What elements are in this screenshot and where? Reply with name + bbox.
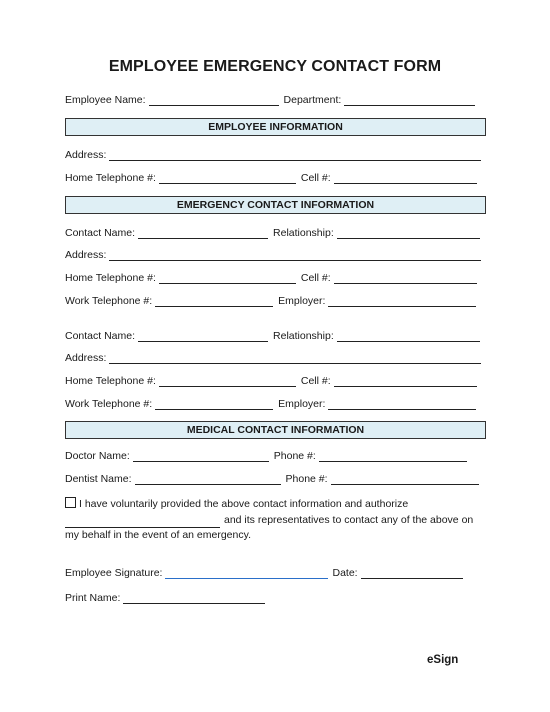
print-name-row bbox=[65, 590, 486, 604]
contact2-name-field[interactable] bbox=[138, 330, 268, 342]
employee-address-row bbox=[65, 147, 486, 161]
authorization-line-2 bbox=[65, 513, 487, 529]
authorization-text-2: and its representatives to contact any of the above on bbox=[224, 513, 474, 526]
date-label: Date: bbox=[332, 567, 358, 579]
employee-information-header: EMPLOYEE INFORMATION bbox=[65, 118, 486, 136]
authorization-paragraph bbox=[65, 497, 487, 544]
department-field[interactable] bbox=[344, 94, 475, 106]
medical-contact-information-header: MEDICAL CONTACT INFORMATION bbox=[65, 421, 486, 439]
employee-signature-field[interactable] bbox=[165, 567, 328, 579]
relationship-label: Relationship: bbox=[273, 330, 334, 342]
contact2-home-telephone-field[interactable] bbox=[159, 375, 296, 387]
home-telephone-label: Home Telephone #: bbox=[65, 375, 156, 387]
authorization-line-1 bbox=[65, 497, 487, 513]
print-name-field[interactable] bbox=[123, 592, 265, 604]
dentist-name-label: Dentist Name: bbox=[65, 473, 132, 485]
print-name-label: Print Name: bbox=[65, 592, 121, 604]
contact1-address-row bbox=[65, 247, 486, 261]
phone-label: Phone #: bbox=[273, 450, 316, 462]
company-name-field[interactable] bbox=[65, 516, 220, 528]
employee-cell-field[interactable] bbox=[334, 172, 477, 184]
contact2-employer-field[interactable] bbox=[328, 398, 476, 410]
employee-signature-label: Employee Signature: bbox=[65, 567, 163, 579]
contact-name-label: Contact Name: bbox=[65, 227, 136, 239]
contact1-name-row bbox=[65, 225, 486, 239]
form-title: EMPLOYEE EMERGENCY CONTACT FORM bbox=[108, 58, 442, 75]
work-telephone-label: Work Telephone #: bbox=[65, 398, 153, 410]
contact1-relationship-field[interactable] bbox=[337, 227, 480, 239]
contact1-work-row bbox=[65, 293, 486, 307]
phone-label: Phone #: bbox=[285, 473, 328, 485]
dentist-name-field[interactable] bbox=[135, 473, 281, 485]
date-field[interactable] bbox=[361, 567, 463, 579]
contact2-work-telephone-field[interactable] bbox=[155, 398, 273, 410]
employee-phone-row bbox=[65, 170, 486, 184]
authorization-text-3: my behalf in the event of an emergency. bbox=[65, 529, 251, 541]
contact1-phone-row bbox=[65, 270, 486, 284]
address-label: Address: bbox=[65, 249, 107, 261]
employee-address-field[interactable] bbox=[109, 149, 481, 161]
employer-label: Employer: bbox=[278, 295, 326, 307]
doctor-phone-field[interactable] bbox=[319, 450, 467, 462]
cell-label: Cell #: bbox=[300, 272, 331, 284]
authorization-text-1: I have voluntarily provided the above contact information and authorize bbox=[79, 498, 409, 510]
relationship-label: Relationship: bbox=[273, 227, 334, 239]
employer-label: Employer: bbox=[278, 398, 326, 410]
address-label: Address: bbox=[65, 149, 107, 161]
contact2-name-row bbox=[65, 328, 486, 342]
contact1-name-field[interactable] bbox=[138, 227, 268, 239]
esign-logo: eSign bbox=[427, 654, 459, 666]
work-telephone-label: Work Telephone #: bbox=[65, 295, 153, 307]
employee-home-telephone-field[interactable] bbox=[159, 172, 296, 184]
home-telephone-label: Home Telephone #: bbox=[65, 172, 156, 184]
doctor-name-field[interactable] bbox=[133, 450, 269, 462]
contact1-work-telephone-field[interactable] bbox=[155, 295, 273, 307]
employee-name-field[interactable] bbox=[149, 94, 279, 106]
employee-name-label: Employee Name: bbox=[65, 94, 146, 106]
emergency-contact-information-header: EMERGENCY CONTACT INFORMATION bbox=[65, 196, 486, 214]
contact2-relationship-field[interactable] bbox=[337, 330, 480, 342]
contact1-cell-field[interactable] bbox=[334, 272, 477, 284]
department-label: Department: bbox=[283, 94, 342, 106]
doctor-name-label: Doctor Name: bbox=[65, 450, 130, 462]
contact1-home-telephone-field[interactable] bbox=[159, 272, 296, 284]
contact2-cell-field[interactable] bbox=[334, 375, 477, 387]
employee-name-row bbox=[65, 92, 486, 106]
contact2-work-row bbox=[65, 396, 486, 410]
cell-label: Cell #: bbox=[300, 172, 331, 184]
contact2-address-field[interactable] bbox=[109, 352, 481, 364]
signature-row bbox=[65, 565, 486, 579]
dentist-phone-field[interactable] bbox=[331, 473, 479, 485]
home-telephone-label: Home Telephone #: bbox=[65, 272, 156, 284]
contact1-employer-field[interactable] bbox=[328, 295, 476, 307]
contact2-address-row bbox=[65, 350, 486, 364]
authorization-checkbox[interactable] bbox=[65, 497, 76, 508]
address-label: Address: bbox=[65, 352, 107, 364]
contact2-phone-row bbox=[65, 373, 486, 387]
contact-name-label: Contact Name: bbox=[65, 330, 136, 342]
cell-label: Cell #: bbox=[300, 375, 331, 387]
contact1-address-field[interactable] bbox=[109, 249, 481, 261]
doctor-row bbox=[65, 448, 486, 462]
dentist-row bbox=[65, 471, 486, 485]
